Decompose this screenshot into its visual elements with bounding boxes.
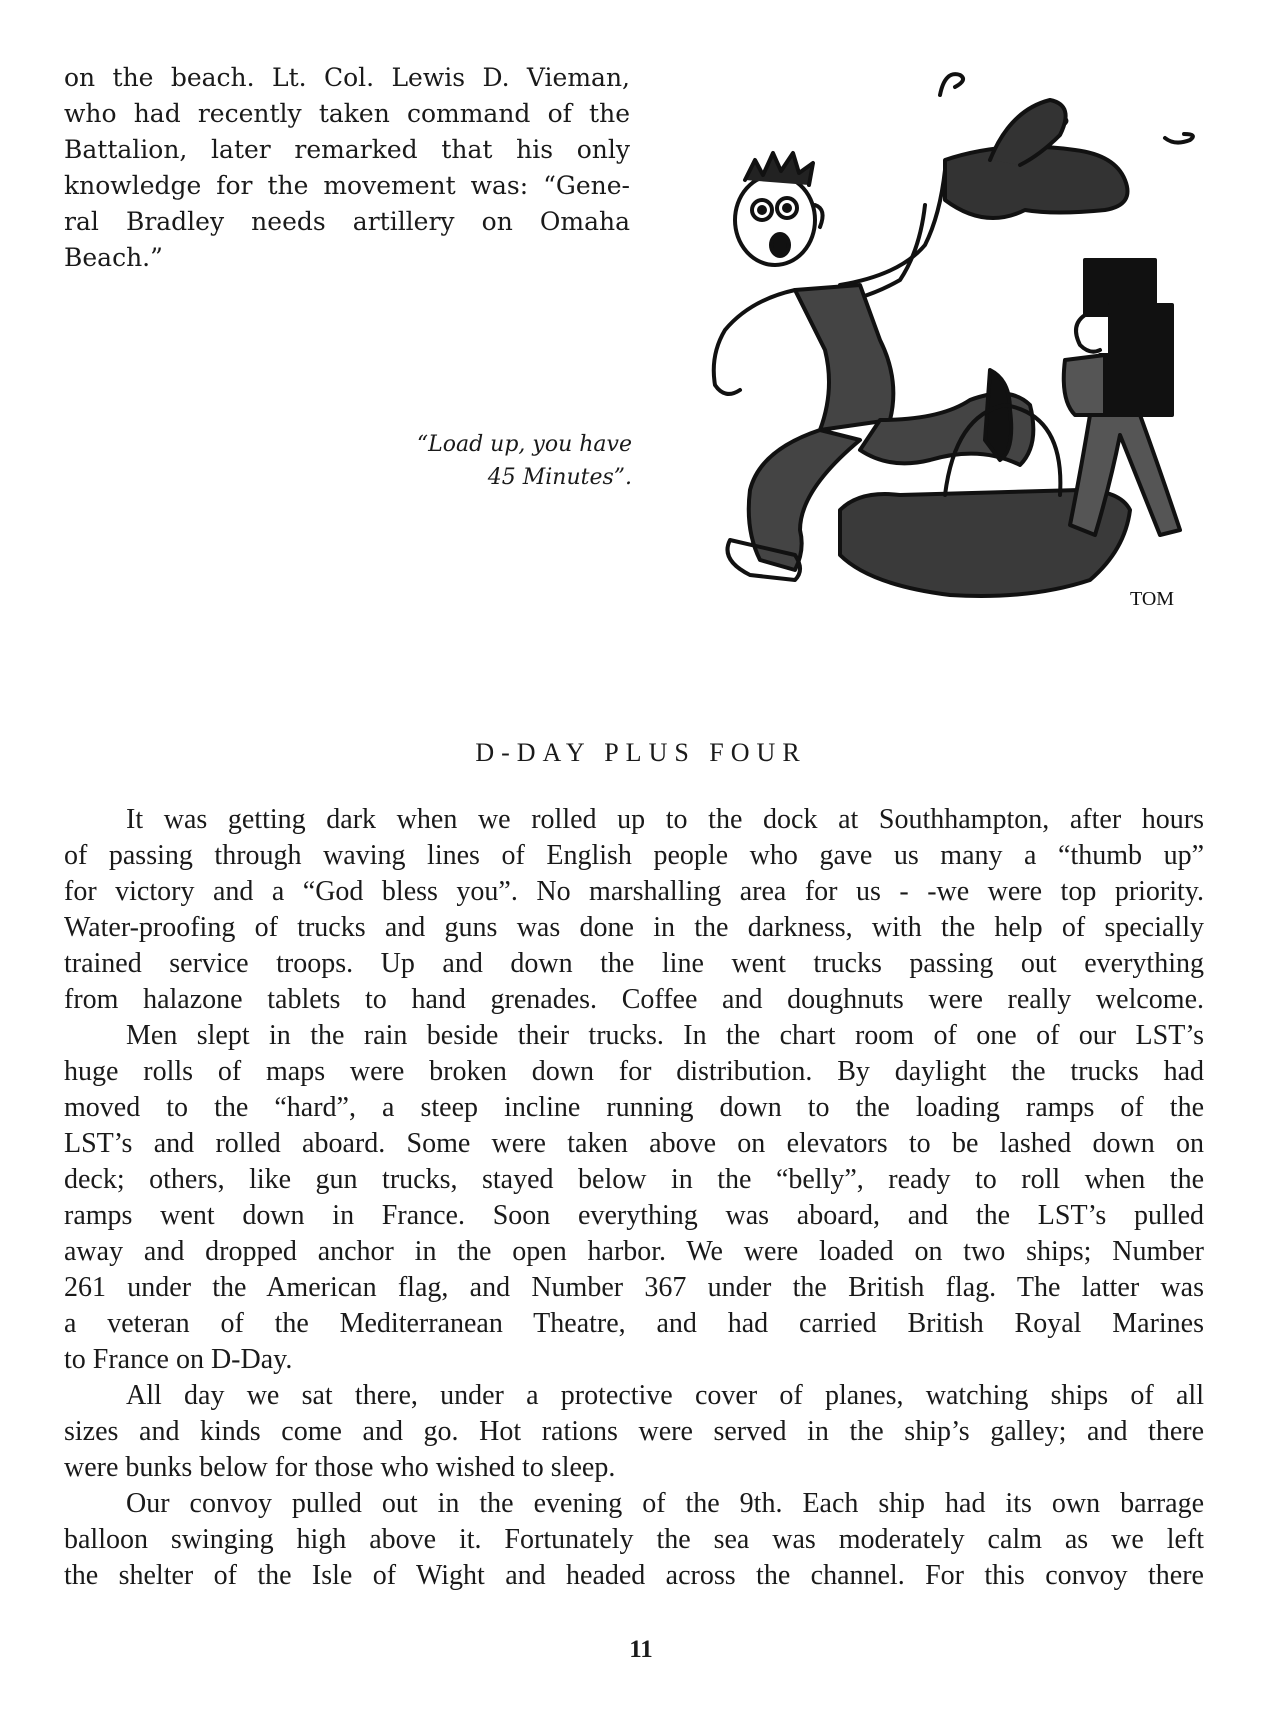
caption-line: 45 Minutes”. <box>487 465 632 490</box>
text-line: ral Bradley needs artillery on Omaha <box>64 207 630 236</box>
section-title: D-DAY PLUS FOUR <box>475 738 807 767</box>
text-line: the shelter of the Isle of Wight and headed across the channel. For this convoy there <box>64 1560 1204 1591</box>
second-figure-head <box>1076 315 1100 352</box>
motion-mark <box>1165 134 1193 143</box>
section-body <box>64 802 1204 1594</box>
text-line: of passing through waving lines of English people who gave us many a “thumb up” <box>64 840 1204 871</box>
text-line: on the beach. Lt. Col. Lewis D. Vieman, <box>64 63 630 92</box>
text-line: away and dropped anchor in the open harbor. We were loaded on two ships; Number <box>64 1236 1204 1267</box>
text-line: trained service troops. Up and down the line went trucks passing out everything <box>64 948 1204 979</box>
text-line: Beach.” <box>64 243 163 272</box>
text-line: 261 under the American flag, and Number 367 under the British flag. The latter was <box>64 1272 1204 1303</box>
text-line: to France on D-Day. <box>64 1344 293 1375</box>
text-line: All day we sat there, under a protective cover of planes, watching ships of all <box>126 1380 1204 1411</box>
text-line: who had recently taken command of the <box>64 99 630 128</box>
text-line: balloon swinging high above it. Fortunately the sea was moderately calm as we left <box>64 1524 1204 1555</box>
text-line: Our convoy pulled out in the evening of the 9th. Each ship had its own barrage <box>126 1488 1204 1519</box>
box <box>1100 355 1172 415</box>
caption-line: “Load up, you have <box>416 432 632 457</box>
illustration-caption <box>330 428 632 494</box>
text-line: sizes and kinds come and go. Hot rations were served in the ship’s galley; and there <box>64 1416 1204 1447</box>
mouth <box>771 234 789 256</box>
text-line: deck; others, like gun trucks, stayed below in the “belly”, ready to roll when the <box>64 1164 1204 1195</box>
boot <box>985 370 1011 460</box>
hair <box>745 153 813 185</box>
text-line: from halazone tablets to hand grenades. Coffee and doughnuts were really welcome. <box>64 984 1204 1015</box>
text-line: It was getting dark when we rolled up to the dock at Southhampton, after hours <box>126 804 1204 835</box>
text-line: Men slept in the rain beside their trucks. In the chart room of one of our LST’s <box>126 1020 1204 1051</box>
text-line: ramps went down in France. Soon everything was aboard, and the LST’s pulled <box>64 1200 1204 1231</box>
torso <box>795 285 893 430</box>
page-number: 11 <box>629 1636 653 1663</box>
text-line: Battalion, later remarked that his only <box>64 135 630 164</box>
text-line: were bunks below for those who wished to sleep. <box>64 1452 616 1483</box>
text-line: Water-proofing of trucks and guns was done in the darkness, with the help of specially <box>64 912 1204 943</box>
text-line: a veteran of the Mediterranean Theatre, and had carried British Royal Marines <box>64 1308 1204 1339</box>
text-line: for victory and a “God bless you”. No marshalling area for us - -we were top priority. <box>64 876 1204 907</box>
intro-paragraph <box>64 60 630 276</box>
text-line: moved to the “hard”, a steep incline running down to the loading ramps of the <box>64 1092 1204 1123</box>
text-line: huge rolls of maps were broken down for distribution. By daylight the trucks had <box>64 1056 1204 1087</box>
text-line: knowledge for the movement was: “Gene- <box>64 171 630 200</box>
artist-signature: TOM <box>1130 588 1175 610</box>
text-line: LST’s and rolled aboard. Some were taken above on elevators to be lashed down on <box>64 1128 1204 1159</box>
cartoon-illustration <box>690 50 1210 630</box>
motion-mark <box>940 74 963 95</box>
